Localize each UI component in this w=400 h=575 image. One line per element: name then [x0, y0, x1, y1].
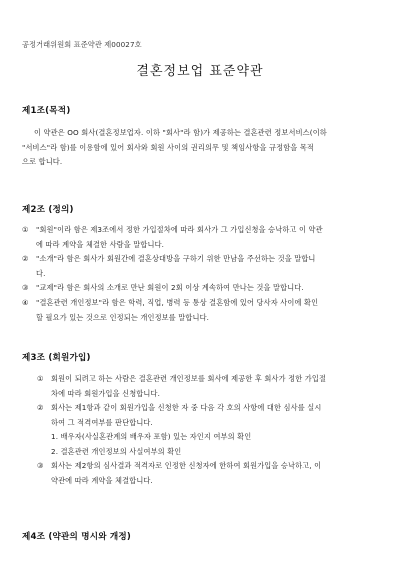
item-marker: ③: [22, 283, 29, 292]
article-1-line-2: "서비스"라 함)를 이용함에 있어 회사와 회원 사이의 권리의무 및 책임사항을 규정함을 목적: [22, 142, 315, 152]
article-1-line-1: 이 약관은 OO 회사(결혼정보업자. 이하 "회사"라 함)가 제공하는 결혼관련 정보서비스(이하: [34, 128, 327, 137]
article-1-heading: 제1조(목적): [22, 106, 71, 116]
article-3-item-3-line-1: 회사는 제2항의 심사결과 적격자로 인정한 신청자에 한하여 회원가입을 승낙하고, 이: [51, 461, 322, 470]
article-3-item-3: [37, 459, 382, 488]
article-2-item-1-line-2: 에 따라 계약을 체결한 사람을 말합니다.: [36, 239, 165, 249]
article-3-item-1-line-2: 차에 따라 회원가입을 신청합니다.: [51, 388, 161, 398]
article-3-item-1: [37, 372, 382, 401]
article-2-item-4-line-1: "결혼관련 개인정보"라 함은 학력, 직업, 병력 등 통상 결혼함에 있어 당사자 사이에 확인: [36, 298, 319, 307]
item-marker: ①: [37, 374, 44, 383]
article-1-paragraph: [22, 126, 382, 170]
article-3-item-3-line-2: 약관에 따라 계약을 체결합니다.: [51, 475, 153, 485]
article-3-heading: 제3조 (회원가입): [22, 353, 91, 363]
document-title: 결혼정보업 표준약관: [136, 64, 264, 79]
article-3-item-2-line-2: 하여 그 적격여부를 판단합니다.: [51, 417, 153, 427]
article-2-item-1: [22, 223, 382, 252]
article-2-item-4: [22, 296, 382, 325]
article-3-item-1-line-1: 회원이 되려고 하는 사람은 결혼관련 개인정보를 회사에 제공한 후 회사가 정한 가입절: [51, 374, 327, 383]
article-3-item-2: [37, 401, 382, 459]
item-marker: ②: [37, 403, 44, 412]
item-marker: ②: [22, 254, 29, 263]
article-1-line-3: 으로 합니다.: [22, 157, 63, 166]
item-marker: ④: [22, 298, 29, 307]
item-marker: ③: [37, 461, 44, 470]
document-number: 공정거래위원회 표준약관 제00027호: [22, 40, 142, 49]
article-3-item-2-subitem-1: 1. 배우자(사실혼관계의 배우자 포함) 있는 자인지 여부의 확인: [51, 432, 252, 441]
article-2-item-2: [22, 252, 382, 281]
article-3-item-2-line-1: 회사는 제1항과 같이 회원가입을 신청한 자 중 다음 각 호의 사항에 대한 심사를 실시: [51, 403, 322, 412]
article-2-item-3-line-1: "교제"라 함은 회사의 소개로 만난 회원이 2회 이상 계속하여 만나는 것을 말합니다.: [36, 283, 304, 292]
article-2-item-2-line-1: "소개"라 함은 회사가 회원간에 결혼상대방을 구하기 위한 만남을 주선하는 것을 말합니: [36, 254, 316, 263]
article-2-item-3: [22, 281, 382, 296]
article-2-item-1-line-1: "회원"이라 함은 제3조에서 정한 가입절차에 따라 회사가 그 가입신청을 승낙하고 이 약관: [36, 225, 323, 234]
article-3-item-2-subitem-2: 2. 결혼관련 개인정보의 사실여부의 확인: [51, 446, 182, 456]
article-2-item-4-line-2: 할 필요가 있는 것으로 인정되는 개인정보를 말합니다.: [36, 312, 210, 322]
article-4-heading: 제4조 (약관의 명시와 개정): [22, 532, 132, 542]
item-marker: ①: [22, 225, 29, 234]
article-2-heading: 제2조 (정의): [22, 205, 74, 215]
article-2-item-2-line-2: 다.: [36, 268, 46, 278]
